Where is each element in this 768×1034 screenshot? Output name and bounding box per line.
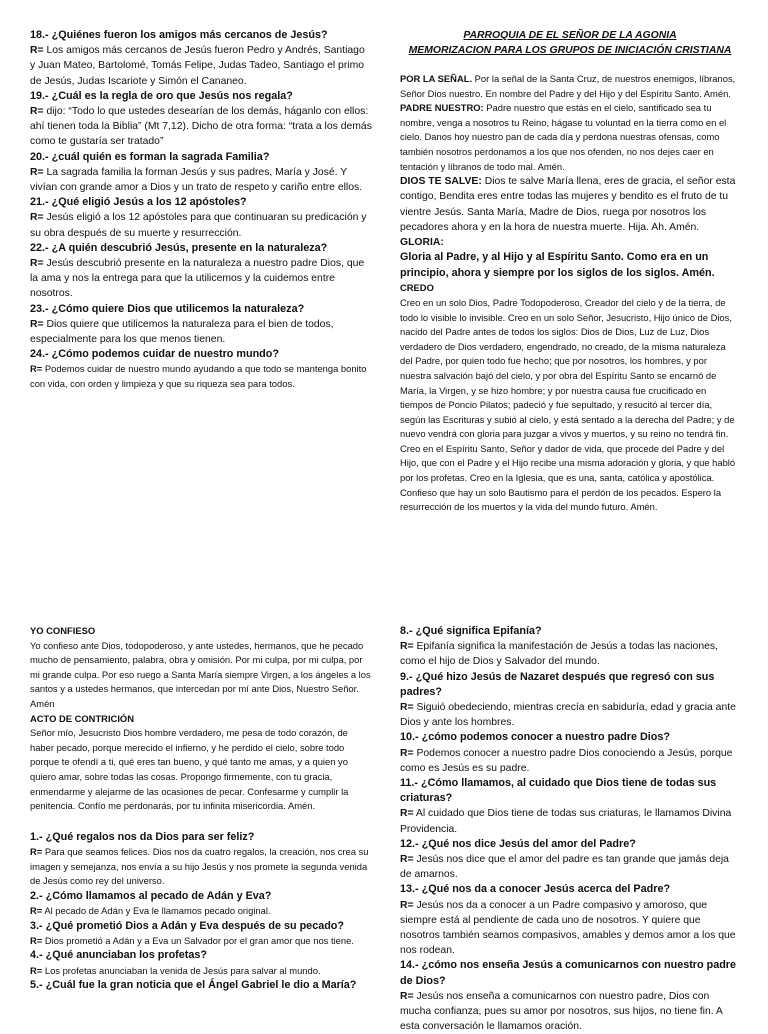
answer-prefix: R= bbox=[400, 747, 414, 759]
answer-text: Jesús descubrió presente en la naturaleza a nuestro padre Dios, que la ama y nos la entrega para que la utilicemos y la cuidemos entre nosotros. bbox=[30, 258, 365, 300]
answer-3 bbox=[30, 934, 372, 949]
prayer-padre-text: Padre nuestro que estás en el cielo, santificado sea tu nombre, venga a nosotros tu Reino, hágase tu voluntad en la tierra como en el cielo. Danos hoy nuestro pan de cada día y perdona nuestras ofensas, como también nosotros perdonamos a los que nos ofenden, no nos dejes caer en tentación y líbranos de todo mal. Amén. bbox=[400, 102, 727, 172]
question-13: 13.- ¿Qué nos da a conocer Jesús acerca del Padre? bbox=[400, 883, 671, 896]
answer-prefix: R= bbox=[30, 258, 44, 270]
question-24: 24.- ¿Cómo podemos cuidar de nuestro mundo? bbox=[30, 348, 279, 361]
answer-4 bbox=[30, 964, 372, 979]
prayer-padre-title: PADRE NUESTRO: bbox=[400, 102, 484, 114]
answer-text: Epifanía significa la manifestación de Jesús a todas las naciones, como el hijo de Dios y Salvador del mundo. bbox=[400, 641, 718, 668]
prayer-gloria-title: GLORIA: bbox=[400, 236, 444, 248]
answer-prefix: R= bbox=[400, 702, 414, 714]
answer-text: Para que seamos felices. Dios nos da cuatro regalos, la creación, nos crea su imagen y semejanza, nos envía a su hijo Jesús y nos promete la segunda venida de Jesús como rey del universo. bbox=[30, 845, 369, 887]
bottom-right-column bbox=[400, 624, 740, 1034]
prayer-credo-text: Creo en un solo Dios, Padre Todopoderoso, Creador del cielo y de la tierra, de todo lo visible lo invisible. Creo en un solo Señor, Jesucristo, Hijo único de Dios, nacido del Padre antes de todos los siglos: Dios de Dios, Luz de Luz, Dios verdadero de Dios verdadero, engendrado, no creado, de la misma naturaleza del Padre, por quien todo fue hecho; que por nosotros, los hombres, y por nuestra salvación bajó del cielo, y por obra del Espíritu Santo se encarnó de María, la Virgen, y se hizo hombre; y por nuestra causa fue crucificado en tiempos de Poncio Pilatos; padeció y fue sepultado, y resucitó al tercer día, según las Escrituras y subió al cielo, y está sentado a la derecha del Padre; y de nuevo vendrá con gloria para juzgar a vivos y muertos, y su reino no tendrá fin. Creo en el Espíritu Santo, Señor y dador de vida, que procede del Padre y del Hijo, que con el Padre y el Hijo recibe una misma adoración y gloria, y que habló por los profetas. Creo en la Iglesia, que es una, santa, católica y apostólica. Confieso que hay un solo Bautismo para el perdón de los pecados. Espero la resurrección de los muertos y la vida del mundo futuro. Amén. bbox=[400, 296, 736, 513]
prayer-dios-title: DIOS TE SALVE: bbox=[400, 176, 482, 188]
question-20: 20.- ¿cuál quién es forman la sagrada Familia? bbox=[30, 150, 270, 163]
answer-text: Los profetas anunciaban la venida de Jesús para salvar al mundo. bbox=[44, 964, 321, 976]
answer-text: Podemos conocer a nuestro padre Dios conociendo a Jesús, porque como es Jesús es su padre. bbox=[400, 747, 733, 774]
question-4: 4.- ¿Qué anunciaban los profetas? bbox=[30, 949, 207, 962]
prayer-confieso-title: YO CONFIESO bbox=[30, 625, 96, 636]
answer-8 bbox=[400, 639, 740, 669]
answer-prefix: R= bbox=[30, 964, 43, 976]
answer-text: La sagrada familia la forman Jesús y sus padres, María y José. Y vivían con grande amor a Dios y un trato de respeto y cariño entre ellos. bbox=[30, 166, 363, 194]
question-5: 5.- ¿Cuál fue la gran noticia que el Ángel Gabriel le dio a María? bbox=[30, 979, 357, 992]
answer-2 bbox=[30, 904, 372, 919]
bottom-left-column bbox=[30, 624, 372, 993]
answer-prefix: R= bbox=[30, 904, 43, 916]
question-18: 18.- ¿Quiénes fueron los amigos más cercanos de Jesús? bbox=[30, 29, 328, 41]
question-9: 9.- ¿Qué hizo Jesús de Nazaret después que regresó con sus padres? bbox=[400, 670, 715, 698]
question-8: 8.- ¿Qué significa Epifanía? bbox=[400, 625, 542, 637]
answer-prefix: R= bbox=[400, 990, 414, 1002]
question-23: 23.- ¿Cómo quiere Dios que utilicemos la naturaleza? bbox=[30, 302, 305, 315]
question-12: 12.- ¿Qué nos dice Jesús del amor del Padre? bbox=[400, 837, 636, 850]
answer-text: Los amigos más cercanos de Jesús fueron Pedro y Andrés, Santiago y Juan Mateo, Bartolomé, Tomás Felipe, Judas Tadeo, Santiago el primo de Jesús, Judas Iscariote y Simón el Cananeo. bbox=[30, 45, 365, 87]
top-left-column bbox=[30, 28, 372, 392]
prayer-senal-text: Por la señal de la Santa Cruz, de nuestros enemigos, líbranos, Señor Dios nuestro. En nombre del Padre y del Hijo y del Espíritu Santo. Amén. bbox=[400, 73, 736, 99]
answer-prefix: R= bbox=[30, 934, 43, 946]
answer-text: Jesús nos da a conocer a un Padre compasivo y amoroso, que siempre está al pendiente de cada uno de nosotros. Y quiere que nosotros también seamos compasivos, amables y demos amor a los que nos rodean. bbox=[400, 899, 736, 957]
answer-13 bbox=[400, 898, 740, 959]
prayer-dios-te-salve bbox=[400, 174, 740, 235]
answer-text: Podemos cuidar de nuestro mundo ayudando a que todo se mantenga bonito con vida, con orden y limpieza y que su riqueza sea para todos. bbox=[30, 363, 367, 390]
answer-20 bbox=[30, 165, 372, 195]
prayer-gloria-text: Gloria al Padre, y al Hijo y al Espíritu Santo. Como era en un principio, ahora y siempre por los siglos de los siglos. Amén. bbox=[400, 251, 715, 279]
answer-1 bbox=[30, 845, 372, 889]
answer-prefix: R= bbox=[400, 854, 414, 866]
answer-9 bbox=[400, 700, 740, 730]
top-right-column bbox=[400, 28, 740, 515]
question-10: 10.- ¿cómo podemos conocer a nuestro padre Dios? bbox=[400, 731, 670, 744]
answer-21 bbox=[30, 210, 372, 240]
answer-23 bbox=[30, 317, 372, 347]
answer-prefix: R= bbox=[400, 808, 414, 820]
answer-text: Dios quiere que utilicemos la naturaleza para el bien de todos, especialmente para los que menos tienen. bbox=[30, 318, 334, 346]
question-3: 3.- ¿Qué prometió Dios a Adán y Eva después de su pecado? bbox=[30, 919, 344, 932]
answer-prefix: R= bbox=[30, 363, 43, 375]
document-title: MEMORIZACION PARA LOS GRUPOS DE INICIACIÓN CRISTIANA bbox=[408, 45, 732, 56]
answer-prefix: R= bbox=[30, 318, 44, 330]
answer-19 bbox=[30, 104, 372, 150]
answer-text: Al cuidado que Dios tiene de todas sus criaturas, le llamamos Divina Providencia. bbox=[400, 808, 732, 835]
answer-12 bbox=[400, 852, 740, 882]
prayer-confieso-text: Yo confieso ante Dios, todopoderoso, y ante ustedes, hermanos, que he pecado mucho de pensamiento, palabra, obra y omisión. Por mi culpa, por mi culpa, por mi grande culpa. Por eso ruego a Santa María siempre Virgen, a los ángeles a los santos y a ustedes hermanos, que intercedan por mí ante Dios, Nuestro Señor. Amén bbox=[30, 639, 371, 709]
question-22: 22.- ¿A quién descubrió Jesús, presente en la naturaleza? bbox=[30, 241, 328, 254]
answer-text: Siguió obedeciendo, mientras crecía en sabiduría, edad y gracia ante Dios y ante los hombres. bbox=[400, 702, 736, 729]
question-2: 2.- ¿Cómo llamamos al pecado de Adán y Eva? bbox=[30, 889, 272, 902]
prayer-senal bbox=[400, 72, 740, 101]
answer-prefix: R= bbox=[30, 166, 44, 178]
answer-text: Jesús nos enseña a comunicarnos con nuestro padre, Dios con mucha confianza, pues su amor por nosotros, sus hijos, no tiene fin. A esta conversación le llamamos oración. bbox=[400, 990, 723, 1033]
prayer-senal-title: POR LA SEÑAL. bbox=[400, 73, 473, 84]
parish-title: PARROQUIA DE EL SEÑOR DE LA AGONIA bbox=[463, 30, 677, 41]
answer-22 bbox=[30, 256, 372, 302]
prayer-dios-text: Dios te salve María llena, eres de gracia, el señor esta contigo, Bendita eres entre todas las mujeres y bendito es el fruto de tu vientre Jesús. Santa María, Madre de Dios, ruega por nosotros los pecadores ahora y en la hora de nuestra muerte. Hija. Ah. Amén. bbox=[400, 176, 736, 233]
answer-10 bbox=[400, 746, 740, 776]
answer-prefix: R= bbox=[30, 212, 44, 224]
answer-18 bbox=[30, 43, 372, 89]
prayer-contricion-text: Señor mío, Jesucristo Dios hombre verdadero, me pesa de todo corazón, de haber pecado, porque merecido el infierno, y he perdido el cielo, sobre todo porque te ofendí a ti, qué eres tan bueno, y qué tanto me amas, y a quien yo quiero amar, sobre todas las cosas. Propongo firmemente, con tu gracia, enmendarme y alejarme de las ocasiones de pecar. Confesarme y cumplir la penitencia. Confío me perdonarás, por tu infinita misericordia. Amén. bbox=[30, 727, 349, 812]
answer-prefix: R= bbox=[30, 845, 43, 857]
question-11: 11.- ¿Cómo llamamos, al cuidado que Dios tiene de todas sus criaturas? bbox=[400, 777, 717, 805]
answer-14 bbox=[400, 989, 740, 1034]
answer-prefix: R= bbox=[30, 106, 44, 118]
answer-text: dijo: “Todo lo que ustedes desearían de los demás, háganlo con ellos: ahí tienen toda la Biblia” (Mt 7,12). Dicho de otra forma: “trata a los demás como te gustaría ser tratado” bbox=[30, 106, 372, 148]
question-21: 21.- ¿Qué eligió Jesús a los 12 apóstoles? bbox=[30, 196, 247, 209]
answer-prefix: R= bbox=[30, 45, 44, 57]
answer-text: Jesús eligió a los 12 apóstoles para que continuaran su predicación y su obra después de su muerte y resurrección. bbox=[30, 212, 367, 239]
answer-text: Dios prometió a Adán y a Eva un Salvador por el gran amor que nos tiene. bbox=[44, 934, 354, 946]
answer-prefix: R= bbox=[400, 899, 414, 911]
question-19: 19.- ¿Cuál es la regla de oro que Jesús nos regala? bbox=[30, 89, 293, 102]
prayer-padre-nuestro bbox=[400, 101, 740, 174]
answer-24 bbox=[30, 362, 372, 391]
prayer-credo-title: CREDO bbox=[400, 282, 434, 294]
question-14: 14.- ¿cómo nos enseña Jesús a comunicarnos con nuestro padre de Dios? bbox=[400, 959, 737, 987]
answer-text: Al pecado de Adán y Eva le llamamos pecado original. bbox=[44, 904, 271, 916]
answer-text: Jesús nos dice que el amor del padre es tan grande que jamás deja de amarnos. bbox=[400, 854, 729, 881]
prayer-contricion-title: ACTO DE CONTRICIÓN bbox=[30, 712, 134, 724]
answer-prefix: R= bbox=[400, 641, 414, 653]
question-1: 1.- ¿Qué regalos nos da Dios para ser feliz? bbox=[30, 830, 255, 843]
answer-11 bbox=[400, 806, 740, 836]
